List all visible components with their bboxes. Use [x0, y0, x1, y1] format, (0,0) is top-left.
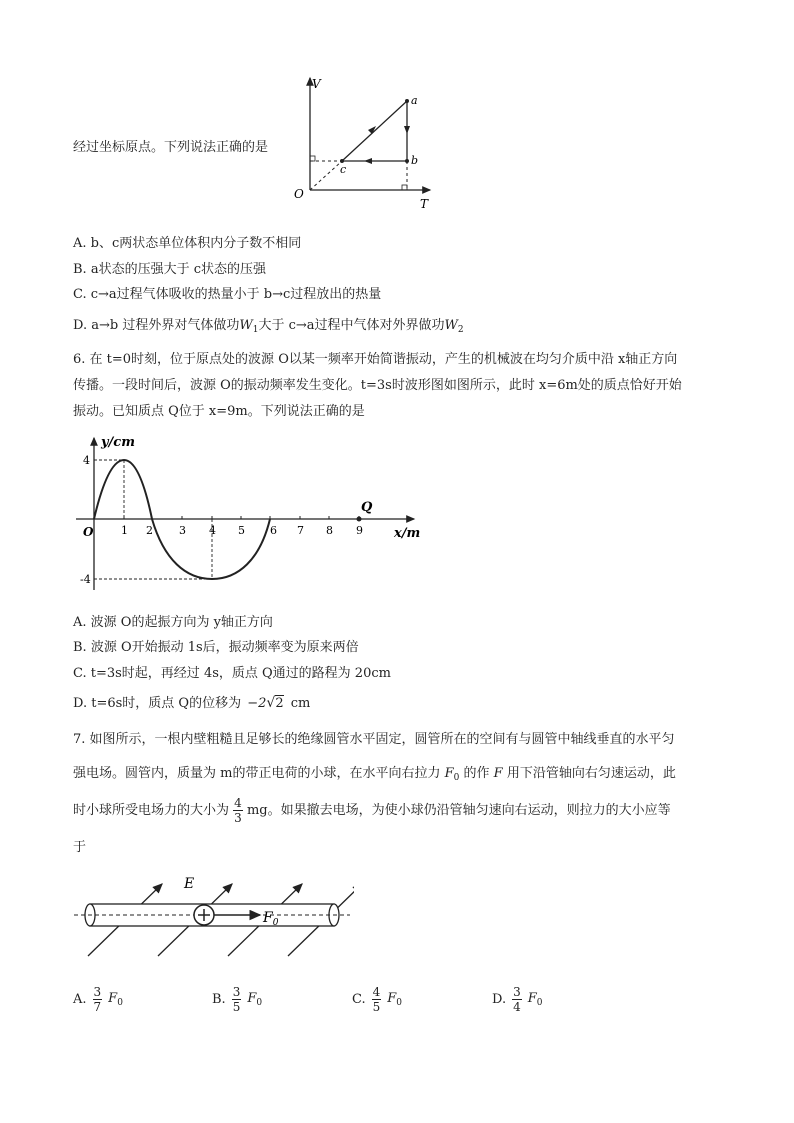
x-axis-label: x/m — [394, 526, 421, 541]
x-tick-8: 8 — [326, 524, 333, 537]
y-tick-4: 4 — [83, 454, 90, 467]
x-tick-7: 7 — [297, 524, 304, 537]
q6-option-a: A. 波源 O的起振方向为 y轴正方向 — [73, 615, 273, 630]
label-a: a — [411, 94, 418, 107]
e-label: E — [184, 876, 195, 892]
origin-label: O — [83, 525, 94, 539]
arrow-a-to-b — [404, 126, 410, 134]
label-c: c — [340, 163, 347, 176]
q7-option-c: C. $\frac{4}{5}$ $F_0$ — [352, 985, 403, 1014]
arrow-b-to-c — [364, 158, 372, 164]
fraction-4-3: $\frac{4}{3}$ — [234, 796, 242, 825]
q7-stem-line1: 7. 如图所示，一根内壁粗糙且足够长的绝缘圆管水平固定，圆管所在的空间有与圆管中轴线垂直的水平匀 — [73, 732, 675, 747]
point-a — [405, 99, 409, 103]
q7-tube-figure — [74, 866, 354, 958]
q6-wave-graph — [74, 430, 434, 600]
q7-stem-line2: 强电场。圆管内，质量为 m的带正电荷的小球，在水平向右拉力 $F_0$ 的作 F 用下沿管轴向右匀速运动，此 — [73, 766, 676, 783]
q5-vt-graph — [290, 70, 440, 212]
q6-stem-line3: 振动。已知质点 Q位于 x=9m。下列说法正确的是 — [73, 404, 365, 419]
y-axis-label: y/cm — [101, 435, 135, 450]
y-tick-neg4: -4 — [80, 573, 91, 586]
q6-stem-line1: 6. 在 t=0时刻，位于原点处的波源 O以某一频率开始简谐振动，产生的机械波在均匀介质中沿 x轴正方向 — [73, 352, 678, 367]
v-axis-label: V — [312, 77, 321, 91]
point-q — [357, 517, 362, 522]
label-b: b — [411, 154, 419, 167]
q6-option-c: C. t=3s时起，再经过 4s，质点 Q通过的路程为 20cm — [73, 666, 391, 681]
q7-option-a: A. $\frac{3}{7}$ $F_0$ — [73, 985, 123, 1014]
q5-stem-tail: 经过坐标原点。下列说法正确的是 — [73, 140, 269, 155]
x-tick-2: 2 — [146, 524, 153, 537]
dashed-origin-line — [310, 161, 342, 190]
q5-option-c: C. c→a过程气体吸收的热量小于 b→c过程放出的热量 — [73, 287, 382, 302]
x-tick-3: 3 — [179, 524, 186, 537]
q7-stem-line3: 时小球所受电场力的大小为 $\frac{4}{3}$ mg。如果撤去电场，为使小球仍沿管轴匀速向右运动，则拉力的大小应等 — [73, 796, 671, 825]
x-tick-9: 9 — [356, 524, 363, 537]
q7-stem-line4: 于 — [73, 840, 87, 855]
x-tick-5: 5 — [238, 524, 245, 537]
line-c-to-a — [342, 101, 407, 161]
q7-option-d: D. $\frac{3}{4}$ $F_0$ — [492, 985, 543, 1014]
point-b — [405, 159, 409, 163]
t-axis-label: T — [420, 197, 429, 211]
q5-option-a: A. b、c两状态单位体积内分子数不相同 — [73, 236, 302, 251]
label-q: Q — [361, 500, 373, 515]
origin-label: O — [294, 187, 304, 201]
x-tick-6: 6 — [270, 524, 277, 537]
x-tick-4: 4 — [209, 524, 216, 537]
x-tick-1: 1 — [121, 524, 128, 537]
q7-option-b: B. $\frac{3}{5}$ $F_0$ — [212, 985, 263, 1014]
q5-option-b: B. a状态的压强大于 c状态的压强 — [73, 262, 266, 277]
q6-option-d: D. t=6s时，质点 Q的位移为 −2√2 cm — [73, 695, 311, 711]
q6-stem-line2: 传播。一段时间后，波源 O的振动频率发生变化。t=3s时波形图如图所示，此时 x=6m处的质点恰好开始 — [73, 378, 682, 393]
q5-option-d: D. a→b 过程外界对气体做功$W_1$大于 c→a过程中气体对外界做功$W_2$ — [73, 318, 464, 335]
force-label: $F_0$ — [263, 910, 279, 928]
q6-option-b: B. 波源 O开始振动 1s后，振动频率变为原来两倍 — [73, 640, 359, 655]
